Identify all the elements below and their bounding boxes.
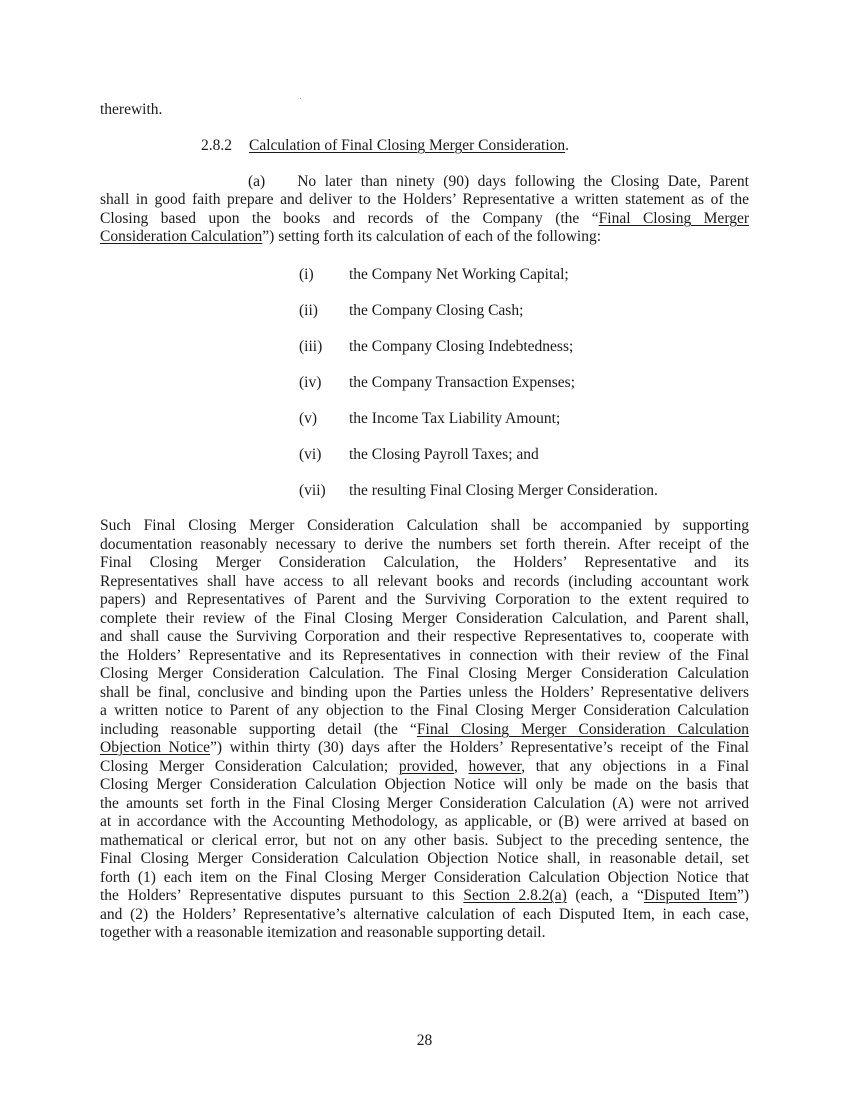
- list-item: (vi) the Closing Payroll Taxes; and: [299, 446, 539, 463]
- list-item: (v) the Income Tax Liability Amount;: [299, 410, 561, 427]
- list-item: (i) the Company Net Working Capital;: [299, 266, 569, 283]
- document-page: therewith. 2.8.2 Calculation of Final Closing Merger Consideration. (a) No later than ninety (90) days following the Closing Date, Parent shall in good faith prepare and deliver to the Holders’ Representative a written statement as of the Closing based upon the books and records of the Company (the “Final Closing Merger Consideration Calculation”) setting forth its calculation of each of the following: (i) the Company Net Working Capital; (ii) the Company Closing Cash; (iii) the Company Closing Indebtedness; (iv) the Company Transaction Expenses; (v) the Income Tax Liability Amount; (vi) the Closing Payroll Taxes; and (vii) the resulting Final Closing Merger Consideration. Such Final Closing Merger Consideration Calculation shall be accompanied by supporting documentation reasonably necessary to derive the numbers set forth therein. After receipt of the Final Closing Merger Consideration Calculation, the Holders’ Representative and its Representatives shall have access to all relevant books and records (including accountant work papers) and Representatives of Parent and the Surviving Corporation to the extent required to complete their review of the Final Closing Merger Consideration Calculation, and Parent shall, and shall cause the Surviving Corporation and their respective Representatives to, cooperate with the Holders’ Representative and its Representatives in connection with their review of the Final Closing Merger Consideration Calculation. The Final Closing Merger Consideration Calculation shall be final, conclusive and binding upon the Parties unless the Holders’ Representative delivers a written notice to Parent of any objection to the Final Closing Merger Consideration Calculation including reasonable supporting detail (the “Final Closing Merger Consideration Calculation Objection Notice”) within thirty (30) days after the Holders’ Representative’s receipt of the Final Closing Merger Consideration Calculation; provided, however, that any objections in a Final Closing Merger Consideration Calculation Objection Notice will only be made on the basis that the amounts set forth in the Final Closing Merger Consideration Calculation (A) were not arrived at in accordance with the Accounting Methodology, as applicable, or (B) were arrived at based on mathematical or clerical error, but not on any other basis. Subject to the preceding sentence, the Final Closing Merger Consideration Calculation Objection Notice shall, in reasonable detail, set forth (1) each item on the Final Closing Merger Consideration Calculation Objection Notice that the Holders’ Representative disputes pursuant to this Section 2.8.2(a) (each, a “Disputed Item”) and (2) the Holders’ Representative’s alternative calculation of each Disputed Item, in each case, together with a reasonable itemization and reasonable supporting detail. 28: [0, 0, 849, 1100]
- defined-term: Disputed Item: [643, 887, 737, 904]
- continuation-text: therewith.: [100, 101, 163, 118]
- list-item: (iii) the Company Closing Indebtedness;: [299, 338, 574, 355]
- list-item: (iv) the Company Transaction Expenses;: [299, 374, 576, 391]
- however-term: however: [468, 758, 522, 775]
- provided-term: provided: [398, 758, 454, 775]
- defined-term: Objection Notice: [100, 739, 211, 756]
- scan-speck: [300, 98, 301, 99]
- list-item: (vii) the resulting Final Closing Merger Consideration.: [299, 482, 658, 499]
- defined-term: Consideration Calculation: [100, 228, 263, 245]
- list-item: (ii) the Company Closing Cash;: [299, 302, 524, 319]
- paragraph-label: (a): [248, 173, 266, 190]
- section-number: 2.8.2: [201, 137, 232, 154]
- defined-term: Final Closing Merger: [598, 210, 749, 227]
- section-reference: Section 2.8.2(a): [463, 887, 567, 904]
- defined-term: Final Closing Merger Consideration Calculation: [416, 721, 750, 738]
- section-heading: 2.8.2 Calculation of Final Closing Merger Consideration.: [201, 137, 570, 154]
- page-number: 28: [416, 1032, 433, 1049]
- section-title: Calculation of Final Closing Merger Consideration: [249, 137, 566, 154]
